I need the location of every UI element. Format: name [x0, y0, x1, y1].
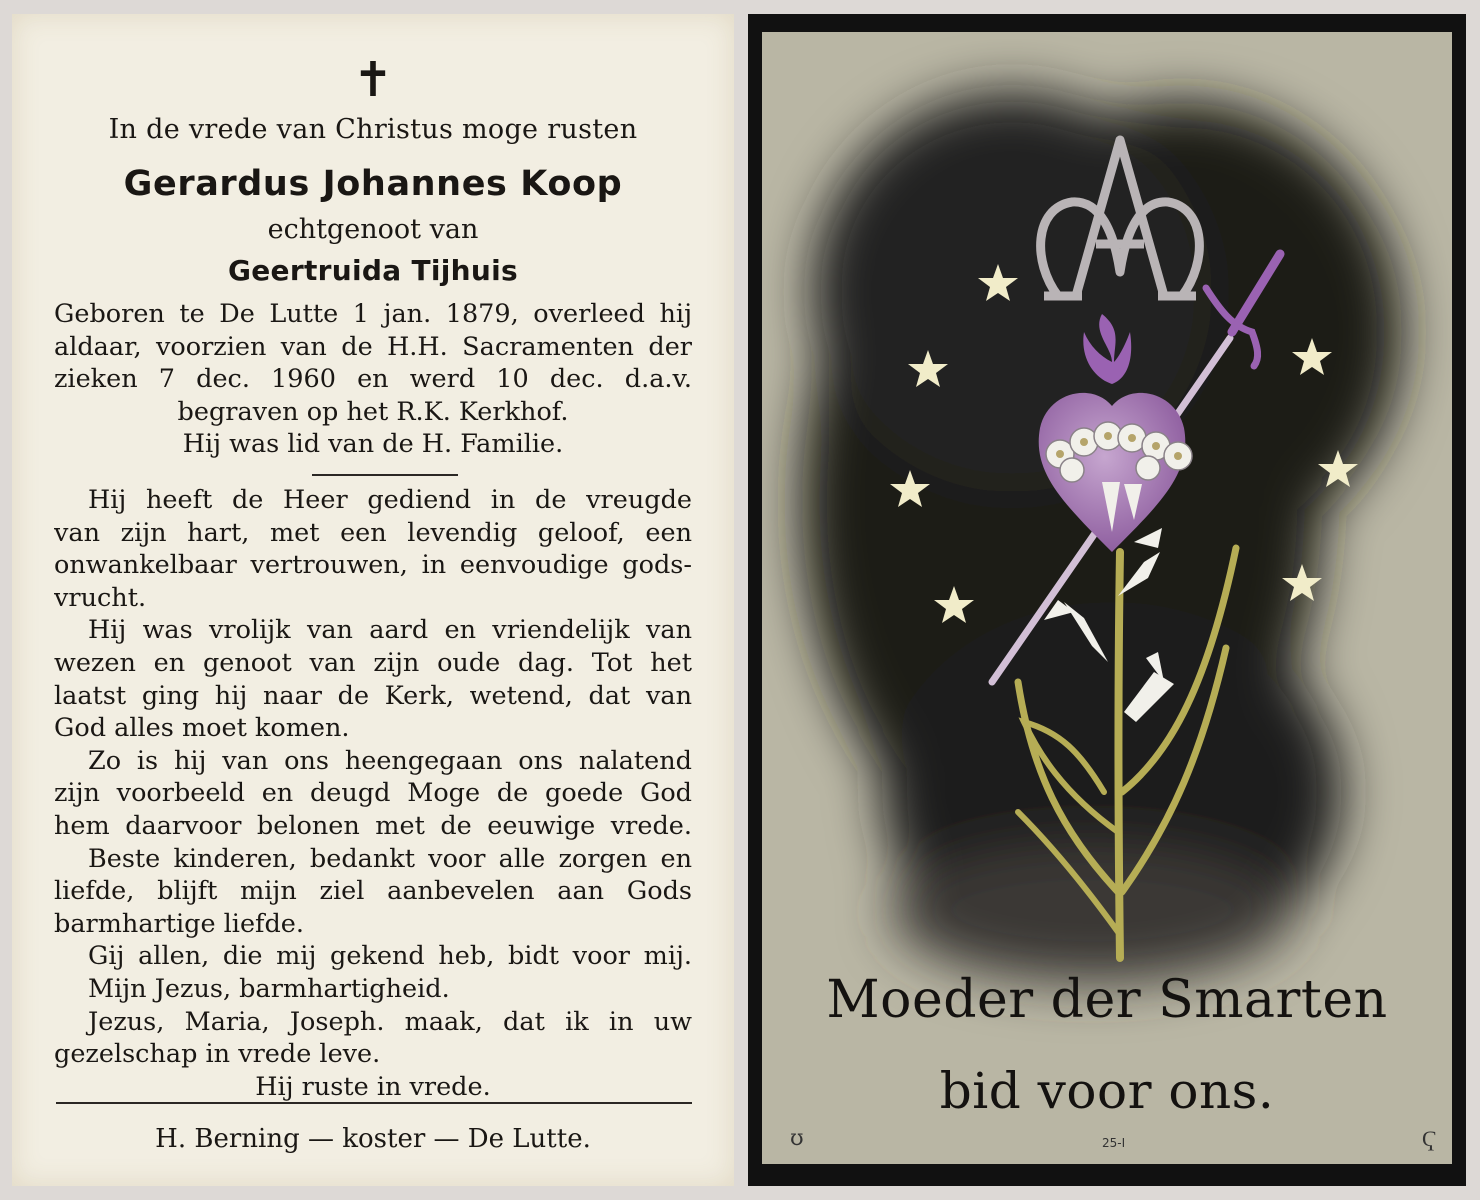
artist-mark-left: ʊ [790, 1126, 804, 1151]
text-line: zieken 7 dec. 1960 en werd 10 dec. d.a.v. [54, 364, 692, 395]
motto-line-1: Moeder der Smarten [826, 970, 1388, 1030]
text-line: Mijn Jezus, barmhartigheid. [88, 973, 450, 1004]
relation-line: echtgenoot van [267, 214, 479, 245]
text-line: Hij heeft de Heer gediend in de vreugde [88, 485, 692, 515]
text-line: Zo is hij van ons heengegaan ons nalatend [88, 745, 692, 776]
opening-line: In de vrede van Christus moge rusten [108, 114, 638, 145]
cross-icon: ✝ [352, 52, 394, 108]
text-line: laatst ging hij naar de Kerk, wetend, dat van [54, 680, 692, 711]
publisher-mark-right: Ҁ [1422, 1127, 1437, 1152]
text-line: Geboren te De Lutte 1 jan. 1879, overleed hij [54, 299, 692, 329]
divider [56, 1102, 692, 1104]
memorial-text-card [12, 14, 734, 1186]
text-line: Hij was vrolijk van aard en vriendelijk van [88, 615, 692, 646]
text-line: vrucht. [54, 582, 147, 613]
birth-death-paragraph [54, 298, 692, 461]
image-panel [762, 32, 1452, 1164]
virtues-paragraph [54, 484, 692, 1103]
text-line: van zijn hart, met een levendig geloof, een [54, 517, 692, 548]
deceased-name: Gerardus Johannes Koop [123, 164, 623, 204]
text-line: liefde, blijft mijn ziel aanbevelen aan Gods [54, 876, 692, 907]
text-line: Gij allen, die mij gekend heb, bidt voor mij. [88, 941, 692, 972]
text-line: zijn voorbeeld en deugd Moge de goede God [54, 778, 692, 809]
text-line: Hij was lid van de H. Familie. [182, 429, 564, 460]
text-line: aldaar, voorzien van de H.H. Sacramenten der [54, 331, 692, 362]
text-line: begraven op het R.K. Kerkhof. [177, 396, 569, 427]
print-code: 25-I [1102, 1136, 1126, 1150]
motto-line-2: bid voor ons. [939, 1062, 1275, 1120]
divider [312, 474, 458, 476]
text-line: barmhartige liefde. [54, 908, 304, 939]
text-line: God alles moet komen. [54, 713, 350, 744]
text-line: Beste kinderen, bedankt voor alle zorgen en [88, 843, 692, 874]
devotional-image-card [748, 14, 1466, 1186]
text-line: onwankelbaar vertrouwen, in eenvoudige gods- [54, 550, 692, 581]
text-line: wezen en genoot van zijn oude dag. Tot het [54, 647, 692, 678]
text-line: gezelschap in vrede leve. [54, 1039, 381, 1070]
spouse-name: Geertruida Tijhuis [227, 254, 518, 287]
text-line: hem daarvoor belonen met de eeuwige vrede. [54, 810, 692, 841]
text-line: Jezus, Maria, Joseph. maak, dat ik in uw [88, 1006, 692, 1037]
printer-footer: H. Berning — koster — De Lutte. [155, 1124, 591, 1154]
text-line: Hij ruste in vrede. [255, 1071, 491, 1102]
